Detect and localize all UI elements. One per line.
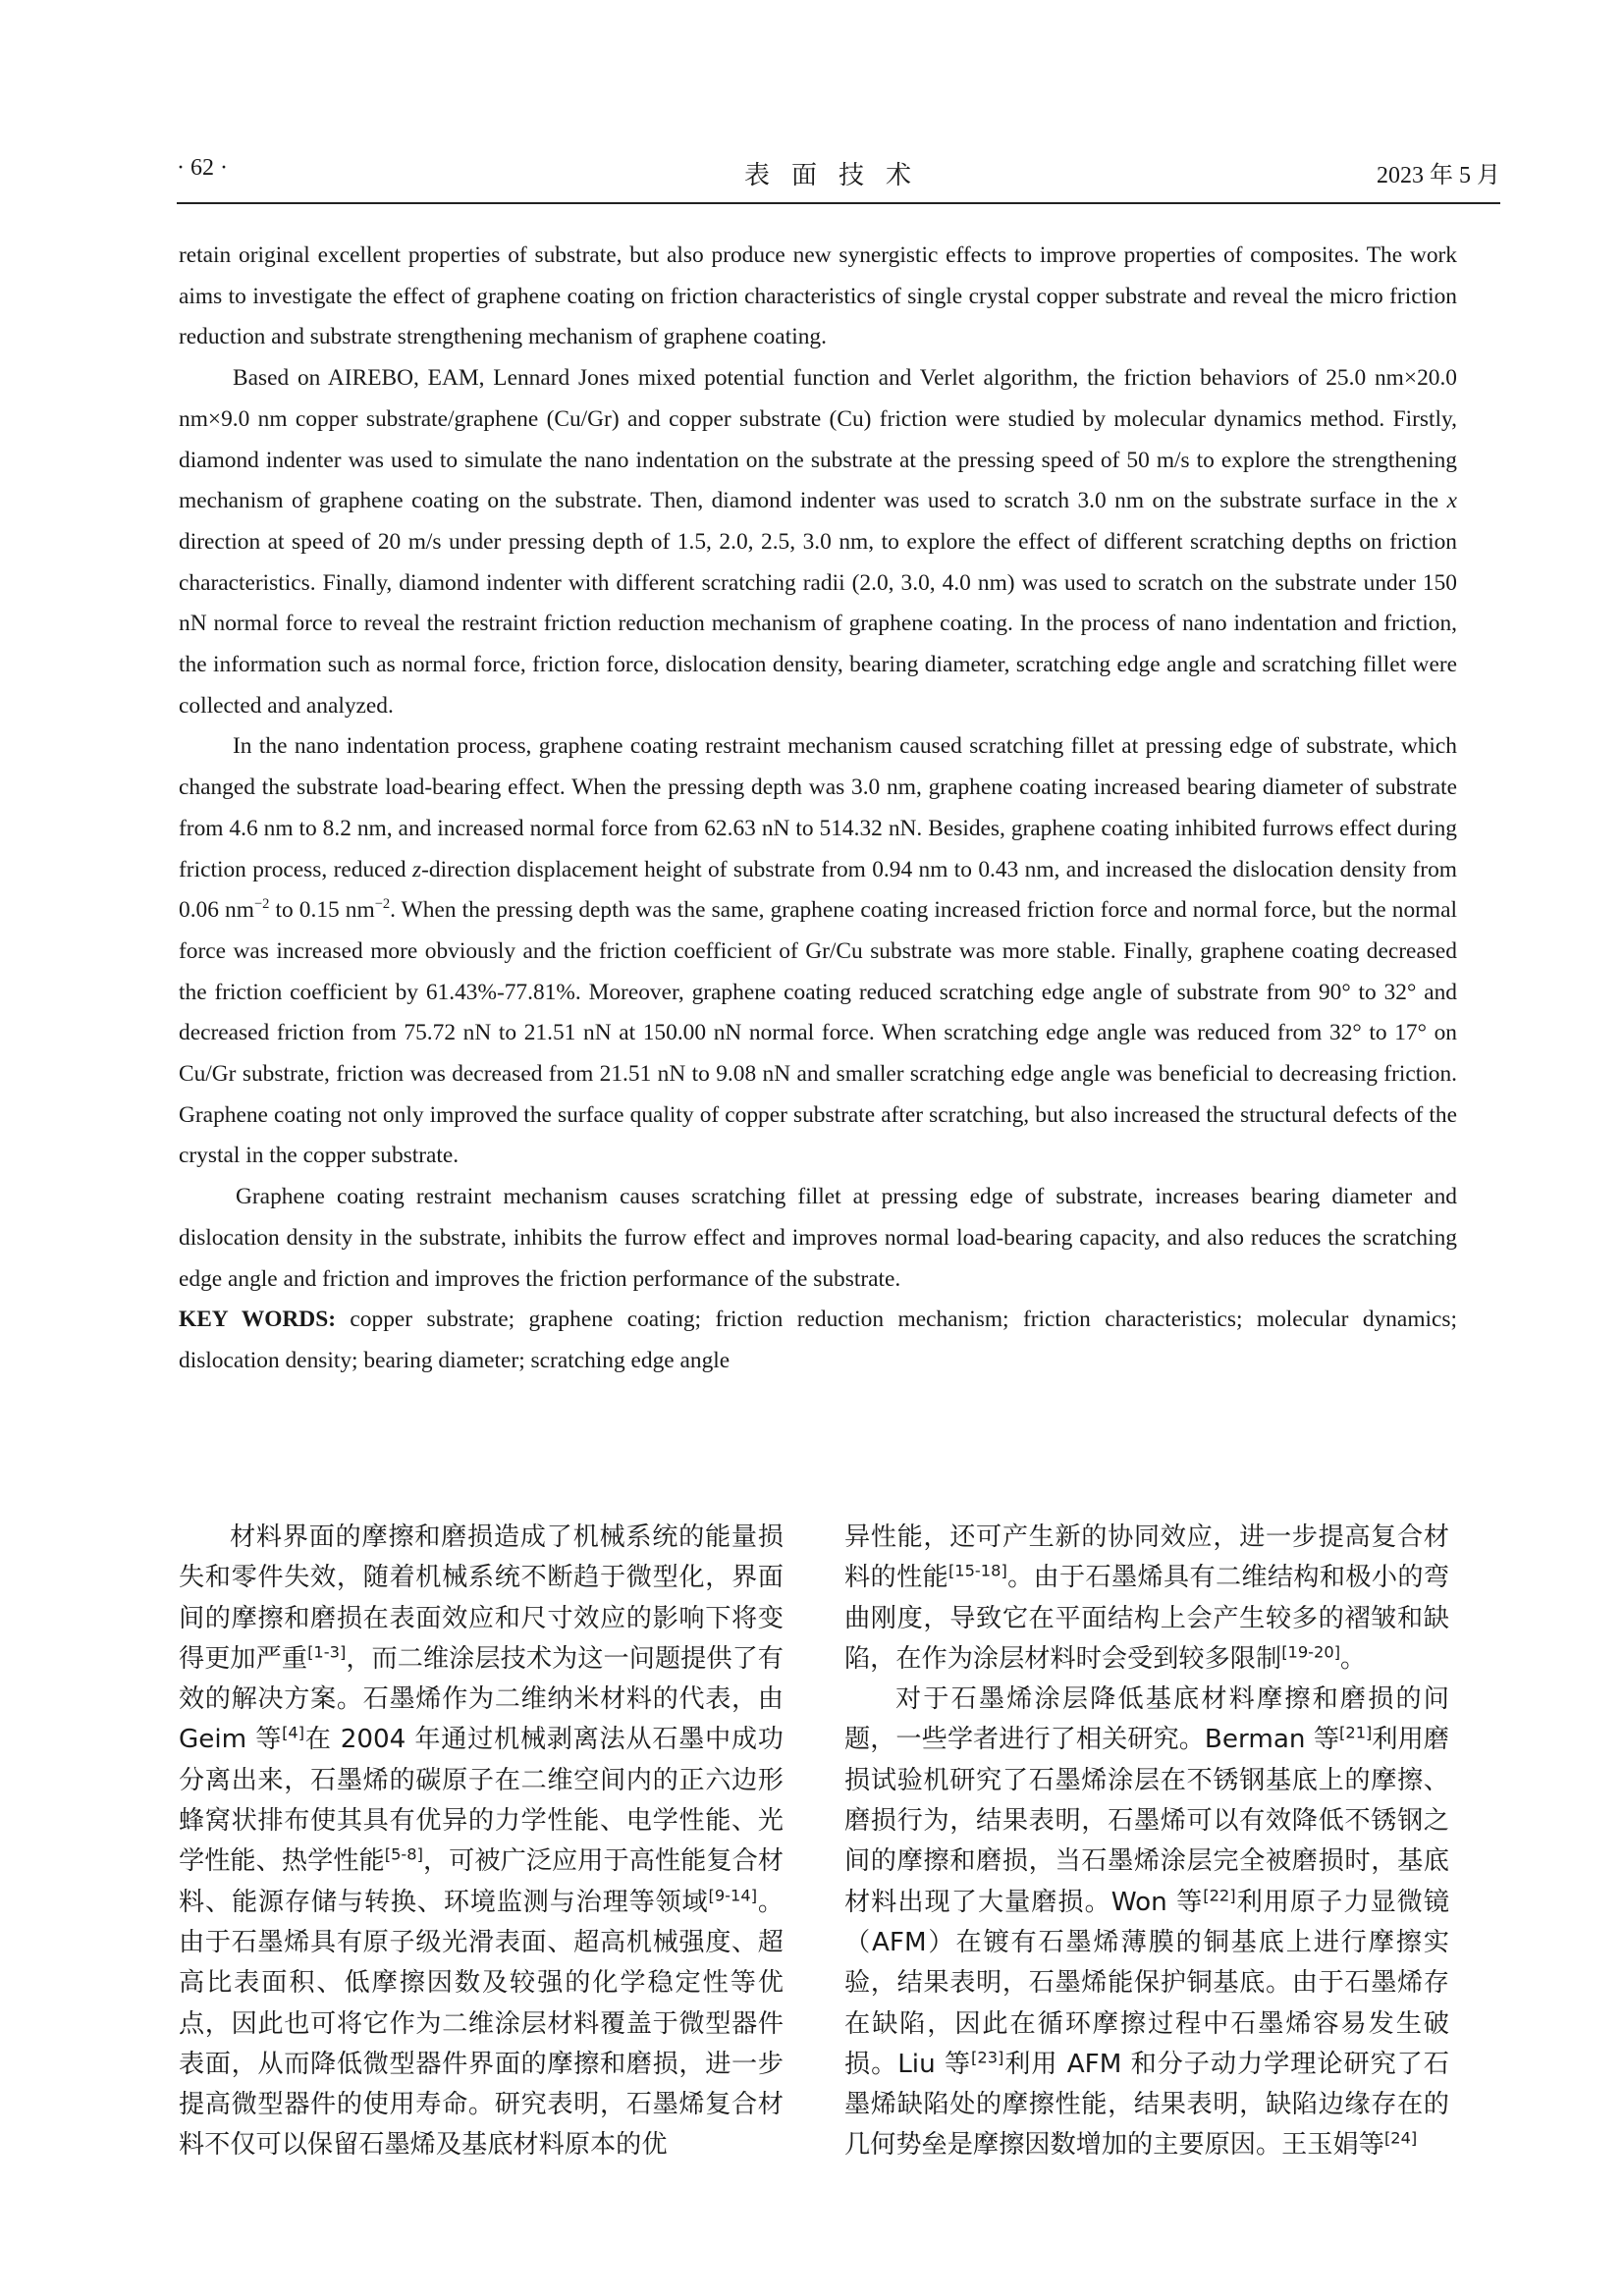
english-abstract [179, 236, 1457, 1382]
journal-title: 表面技术 [743, 161, 933, 190]
citation: [21] [1339, 1723, 1373, 1742]
body-column-right [844, 1518, 1449, 2166]
keywords [179, 1300, 1457, 1381]
abstract-paragraph: Based on AIREBO, EAM, Lennard Jones mixed potential function and Verlet algorithm, the friction behaviors of 25.0 nm×20.0 nm×9.0 nm copper substrate/graphene (Cu/Gr) and copper substrate (Cu) friction were studied by molecular dynamics method. Firstly, diamond indenter was used to simulate the nano indentation on the substrate at the pressing speed of 50 m/s to explore the strengthening mechanism of graphene coating on the substrate. Then, diamond indenter was used to scratch 3.0 nm on the substrate surface in the x direction at speed of 20 m/s under pressing depth of 1.5, 2.0, 2.5, 3.0 nm, to explore the effect of different scratching depths on friction characteristics. Finally, diamond indenter with different scratching radii (2.0, 3.0, 4.0 nm) was used to scratch on the substrate under 150 nN normal force to reveal the restraint friction reduction mechanism of graphene coating. In the process of nano indentation and friction, the information such as normal force, friction force, dislocation density, bearing diameter, scratching edge angle and scratching fillet were collected and analyzed. [179, 365, 1457, 719]
header-rule [177, 202, 1500, 204]
citation: [9-14] [708, 1885, 758, 1904]
running-head [177, 155, 1500, 198]
citation: [23] [971, 2048, 1004, 2067]
body-paragraph: 对于石墨烯涂层降低基底材料摩擦和磨损的问题，一些学者进行了相关研究。Berman 等[21]利用磨损试验机研究了石墨烯涂层在不锈钢基底上的摩擦、磨损行为，结果表明，石墨烯可以有效降低不锈钢之间的摩擦和磨损，当石墨烯涂层完全被磨损时，基底材料出现了大量磨损。Won 等[22]利用原子力显微镜（AFM）在镀有石墨烯薄膜的铜基底上进行摩擦实验，结果表明，石墨烯能保护铜基底。由于石墨烯存在缺陷，因此在循环摩擦过程中石墨烯容易发生破损。Liu 等[23]利用 AFM 和分子动力学理论研究了石墨烯缺陷处的摩擦性能，结果表明，缺陷边缘存在的几何势垒是摩擦因数增加的主要原因。王玉娟等[24] [844, 1684, 1449, 2161]
abstract-paragraph: In the nano indentation process, graphene coating restraint mechanism caused scratching fillet at pressing edge of substrate, which changed the substrate load-bearing effect. When the pressing depth was 3.0 nm, graphene coating increased bearing diameter of substrate from 4.6 nm to 8.2 nm, and increased normal force from 62.63 nN to 514.32 nN. Besides, graphene coating inhibited furrows effect during friction process, reduced z-direction displacement height of substrate from 0.94 nm to 0.43 nm, and increased the dislocation density from 0.06 $nm^{-2}$ to 0.15 $nm^{-2}$. When the pressing depth was the same, graphene coating increased friction force and normal force, but the normal force was increased more obviously and the friction coefficient of Gr/Cu substrate was more stable. Finally, graphene coating decreased the friction coefficient by 61.43%-77.81%. Moreover, graphene coating reduced scratching edge angle of substrate from 90° to 32° and decreased friction from 75.72 nN to 21.51 nN at 150.00 nN normal force. When scratching edge angle was reduced from 32° to 17° on Cu/Gr substrate, friction was decreased from 21.51 nN to 9.08 nN and smaller scratching edge angle was beneficial to decreasing friction. Graphene coating not only improved the surface quality of copper substrate after scratching, but also increased the structural defects of the crystal in the copper substrate. [179, 733, 1458, 1169]
page-number: · 62 · [177, 155, 228, 181]
keywords-label: KEY WORDS: [179, 1307, 336, 1333]
body-paragraph: 材料界面的摩擦和磨损造成了机械系统的能量损失和零件失效，随着机械系统不断趋于微型化，界面间的摩擦和磨损在表面效应和尺寸效应的影响下将变得更加严重[1-3]，而二维涂层技术为这一问题提供了有效的解决方案。石墨烯作为二维纳米材料的代表，由 Geim 等[4]在 2004 年通过机械剥离法从石墨中成功分离出来，石墨烯的碳原子在二维空间内的正六边形蜂窝状排布使其具有优异的力学性能、电学性能、光学性能、热学性能[5-8]，可被广泛应用于高性能复合材料、能源存储与转换、环境监测与治理等领域[9-14]。由于石墨烯具有原子级光滑表面、超高机械强度、超高比表面积、低摩擦因数及较强的化学稳定性等优点，因此也可将它作为二维涂层材料覆盖于微型器件表面，从而降低微型器件界面的摩擦和磨损，进一步提高微型器件的使用寿命。研究表明，石墨烯复合材料不仅可以保留石墨烯及基底材料原本的优 [179, 1522, 785, 2161]
citation: [4] [282, 1723, 305, 1742]
abstract-paragraph: Graphene coating restraint mechanism causes scratching fillet at pressing edge of substrate, increases bearing diameter and dislocation density in the substrate, inhibits the furrow effect and improves normal load-bearing capacity, and also reduces the scratching edge angle and friction and improves the friction performance of the substrate. [179, 1184, 1457, 1292]
keywords-text: copper substrate; graphene coating; friction reduction mechanism; friction characteristics; molecular dynamics; dislocation density; bearing diameter; scratching edge angle [179, 1307, 1457, 1373]
issue-date: 2023 年 5 月 [1377, 163, 1500, 188]
citation: [1-3] [307, 1642, 347, 1662]
citation: [19-20] [1281, 1642, 1341, 1662]
citation: [24] [1383, 2128, 1418, 2148]
citation: [15-18] [947, 1561, 1007, 1580]
citation: [22] [1203, 1885, 1236, 1904]
abstract-paragraph: retain original excellent properties of substrate, but also produce new synergistic effects to improve properties of composites. The work aims to investigate the effect of graphene coating on friction characteristics of single crystal copper substrate and reveal the micro friction reduction and substrate strengthening mechanism of graphene coating. [179, 242, 1457, 350]
body-column-left [179, 1518, 784, 2166]
citation: [5-8] [384, 1844, 423, 1864]
body-paragraph: 异性能，还可产生新的协同效应，进一步提高复合材料的性能[15-18]。由于石墨烯具有二维结构和极小的弯曲刚度，导致它在平面结构上会产生较多的褶皱和缺陷，在作为涂层材料时会受到较多限制[19-20]。 [844, 1522, 1450, 1674]
